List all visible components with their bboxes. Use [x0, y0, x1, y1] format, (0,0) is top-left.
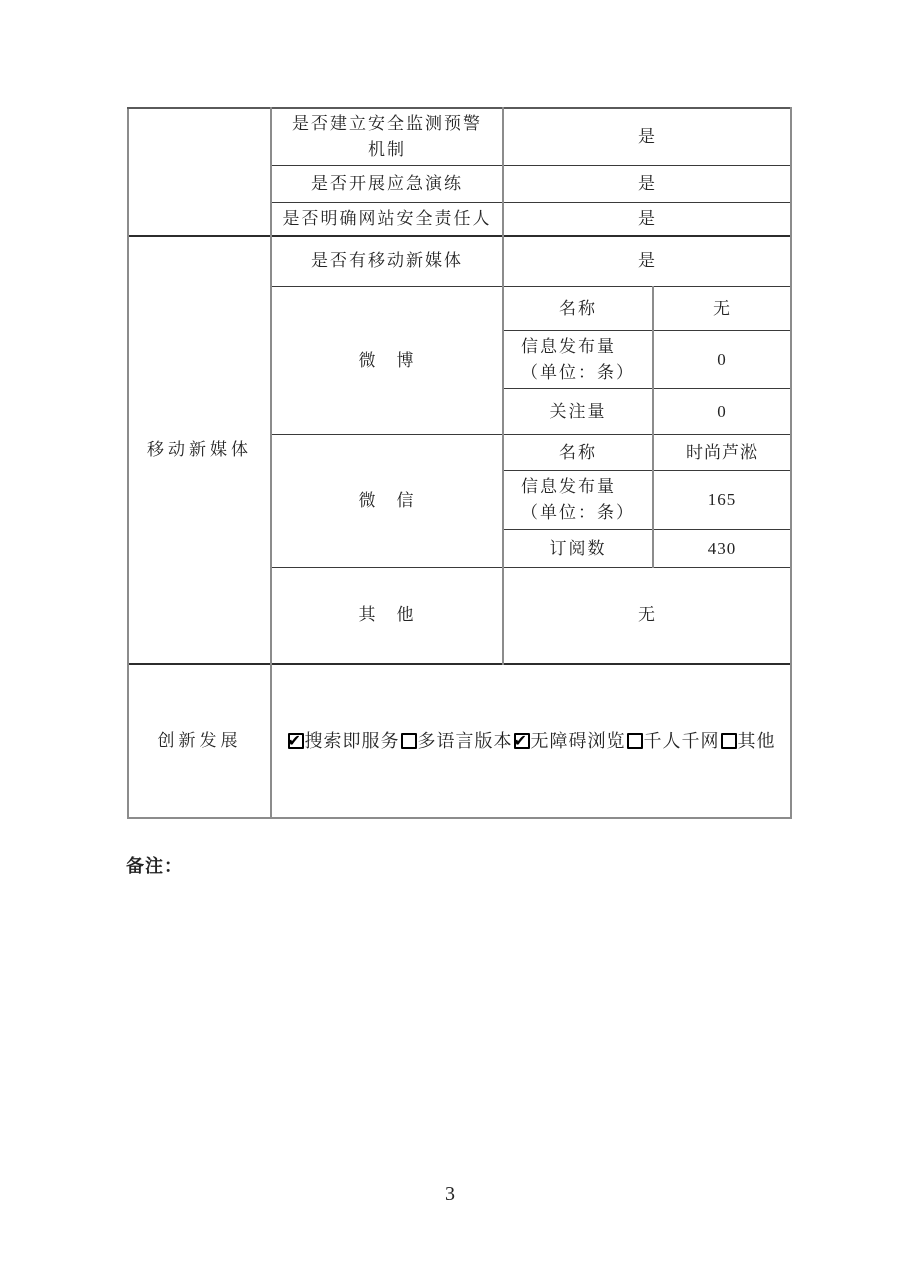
- mobile-media-question: 是否有移动新媒体: [271, 236, 503, 287]
- annual-report-table: [127, 107, 792, 819]
- mobile-media-answer: 是: [503, 236, 791, 287]
- checkbox-icon-multilingual: [401, 733, 417, 749]
- option-label: 无障碍浏览: [530, 730, 626, 751]
- weibo-followers-value: 0: [653, 389, 791, 435]
- other-media-label: 其 他: [271, 568, 503, 664]
- innovation-option: [720, 728, 776, 754]
- option-label: 其他: [737, 730, 776, 751]
- page-number: 3: [445, 1183, 455, 1205]
- weibo-posts-label: [503, 331, 653, 389]
- question-line: 是否建立安全监测预警: [292, 114, 482, 133]
- label-line: （单位：条）: [521, 362, 635, 382]
- weibo-name-label: 名称: [503, 287, 653, 331]
- security-answer-responsible: 是: [503, 203, 791, 236]
- remark-label: 备注：: [126, 856, 183, 876]
- weibo-followers-label: 关注量: [503, 389, 653, 435]
- category-cell-blank: [128, 108, 271, 236]
- wechat-subscribers-label: 订阅数: [503, 530, 653, 568]
- other-media-value: 无: [503, 568, 791, 664]
- question-line: 机制: [368, 140, 406, 159]
- label-line: 信息发布量: [521, 477, 616, 496]
- security-answer-monitor: 是: [503, 108, 791, 166]
- security-answer-drill: 是: [503, 166, 791, 203]
- checkbox-icon-accessibility: [514, 733, 530, 749]
- checkbox-icon-search-service: [288, 733, 304, 749]
- innovation-option: [513, 728, 626, 754]
- security-question-responsible: 是否明确网站安全责任人: [271, 203, 503, 236]
- weibo-cell: 微 博: [271, 287, 503, 435]
- wechat-subscribers-value: 430: [653, 530, 791, 568]
- checkbox-icon-other: [721, 733, 737, 749]
- wechat-name-value: 时尚芦淞: [653, 435, 791, 471]
- category-cell-mobile-media: 移动新媒体: [128, 236, 271, 664]
- security-question-drill: 是否开展应急演练: [271, 166, 503, 203]
- category-cell-innovation: 创新发展: [128, 664, 271, 818]
- option-label: 搜索即服务: [304, 730, 400, 751]
- checkbox-icon-personalized: [627, 733, 643, 749]
- option-label: 千人千网: [643, 730, 720, 751]
- innovation-option: [287, 728, 400, 754]
- label-line: 信息发布量: [521, 336, 616, 356]
- innovation-options-cell: [271, 664, 791, 818]
- wechat-cell: 微 信: [271, 435, 503, 568]
- wechat-posts-value: 165: [653, 471, 791, 530]
- innovation-option: [400, 728, 513, 754]
- security-question-monitor: [271, 108, 503, 166]
- innovation-options-row: [276, 728, 786, 754]
- wechat-posts-label: [503, 471, 653, 530]
- weibo-posts-value: 0: [653, 331, 791, 389]
- option-label: 多语言版本: [417, 730, 513, 751]
- wechat-name-label: 名称: [503, 435, 653, 471]
- label-line: （单位：条）: [521, 503, 635, 522]
- weibo-name-value: 无: [653, 287, 791, 331]
- innovation-option: [626, 728, 720, 754]
